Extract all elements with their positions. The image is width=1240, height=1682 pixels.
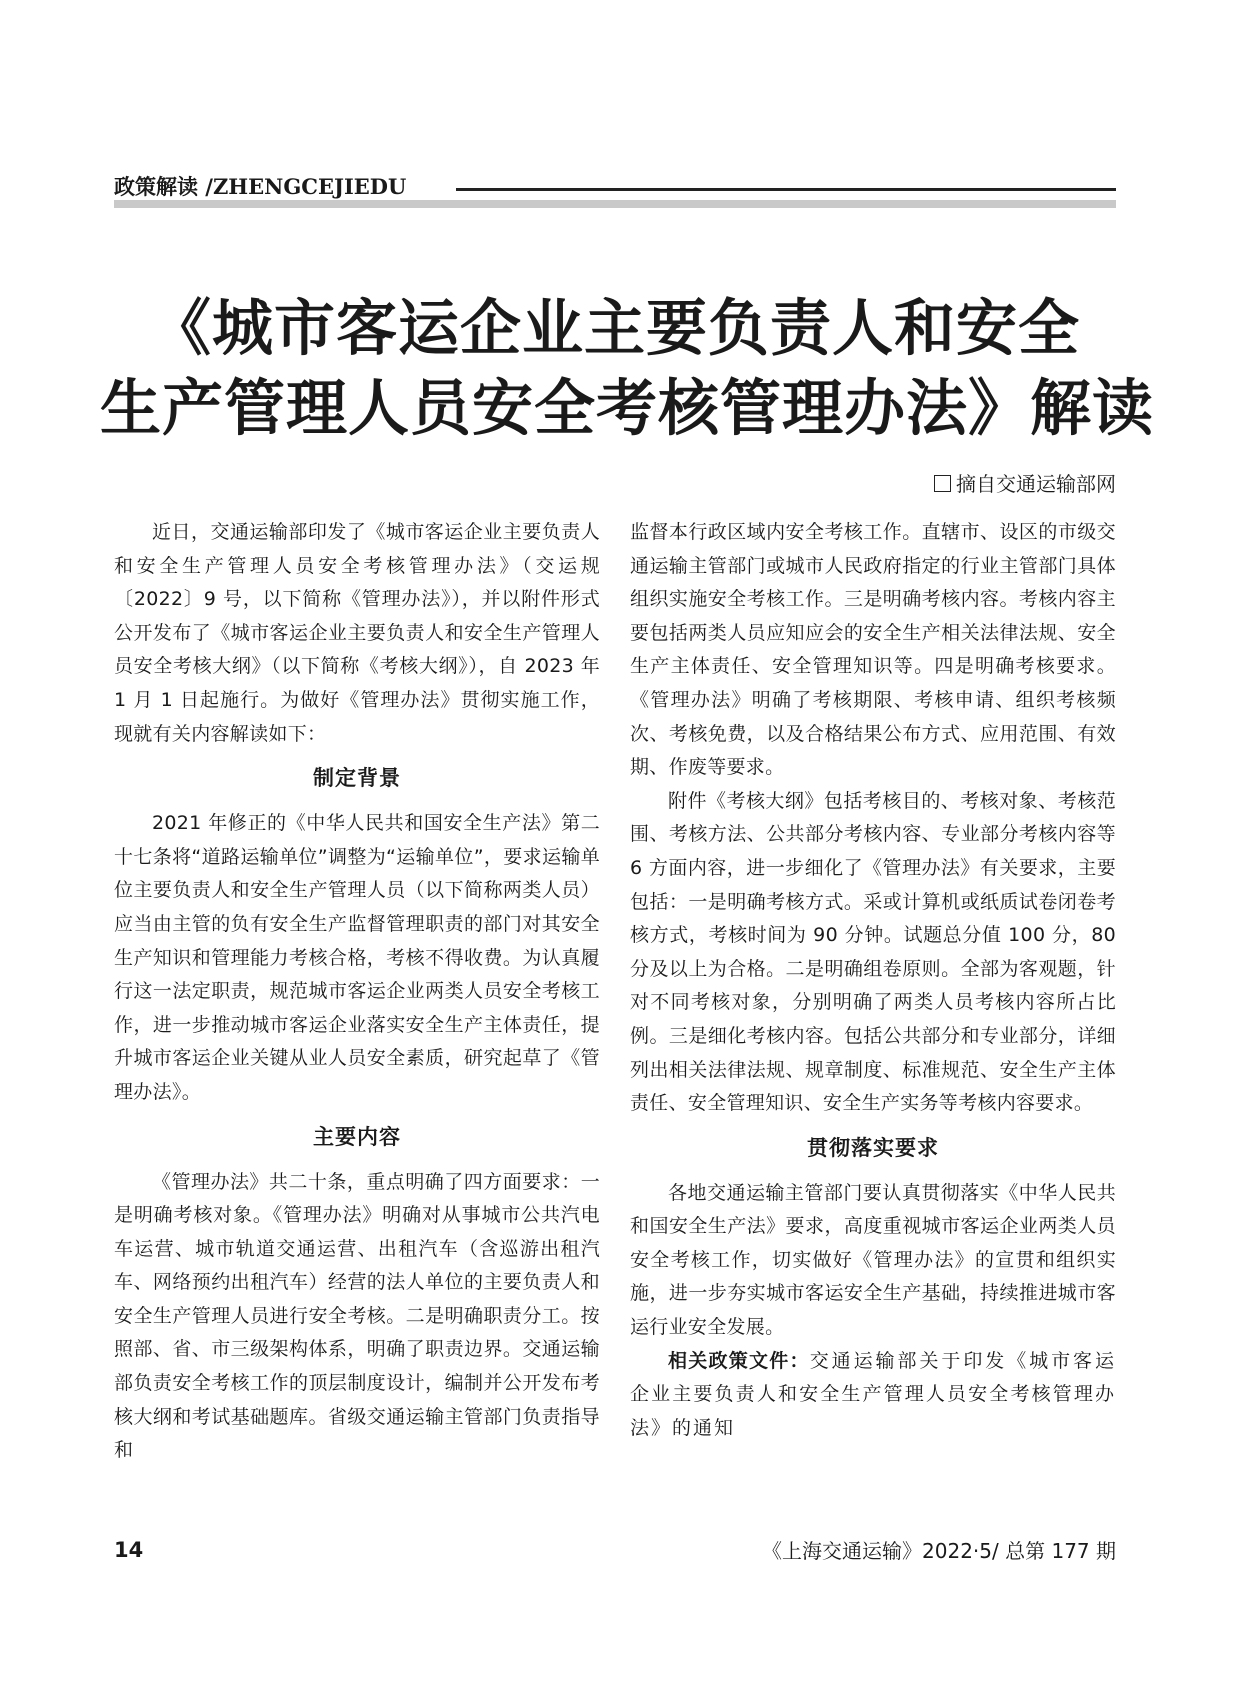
heading-main-content: 主要内容	[313, 1124, 401, 1149]
related-policy-text: 交通运输部关于印发《城市客运企业主要负责人和安全生产管理人员安全考核管理办法》的通知	[630, 1349, 1116, 1439]
main-content-paragraph: 《管理办法》共二十条，重点明确了四方面要求：一是明确考核对象。《管理办法》明确对从事城市公共汽电车运营、城市轨道交通运营、出租汽车（含巡游出租汽车、网络预约出租汽车）经营的法人单位的主要负责人和安全生产管理人员进行安全考核。二是明确职责分工。按照部、省、市三级架构体系，明确了职责边界。交通运输部负责安全考核工作的顶层制度设计，编制并公开发布考核大纲和考试基础题库。省级交通运输主管部门负责指导和	[114, 1170, 600, 1462]
intro-paragraph: 近日，交通运输部印发了《城市客运企业主要负责人和安全生产管理人员安全考核管理办法》（交运规〔2022〕9 号，以下简称《管理办法》），并以附件形式公开发布了《城市客运企业主要负责人和安全生产管理人员安全考核大纲》（以下简称《考核大纲》），自 2023 年 1 月 1 日起施行。为做好《管理办法》贯彻实施工作，现就有关内容解读如下：	[114, 521, 600, 745]
article-title-line-1: 《城市客运企业主要负责人和安全	[149, 293, 1080, 364]
related-policy-label: 相关政策文件：	[668, 1349, 810, 1372]
journal-footer: 《上海交通运输》2022·5/ 总第 177 期	[762, 1539, 1116, 1563]
main-content-continued: 监督本行政区域内安全考核工作。直辖市、设区的市级交通运输主管部门或城市人民政府指定的行业主管部门具体组织实施安全考核工作。三是明确考核内容。考核内容主要包括两类人员应知应会的安全生产相关法律法规、安全生产主体责任、安全管理知识等。四是明确考核要求。《管理办法》明确了考核期限、考核申请、组织考核频次、考核免费，以及合格结果公布方式、应用范围、有效期、作废等要求。	[630, 521, 1116, 779]
header-band	[114, 200, 1116, 208]
source-box-icon	[934, 475, 951, 492]
heading-background: 制定背景	[313, 766, 401, 791]
section-header	[114, 172, 1116, 202]
right-column	[630, 516, 1116, 1445]
source-text: 摘自交通运输部网	[956, 472, 1116, 496]
background-paragraph: 2021 年修正的《中华人民共和国安全生产法》第二十七条将“道路运输单位”调整为“运输单位”，要求运输单位主要负责人和安全生产管理人员（以下简称两类人员）应当由主管的负有安全生产监督管理职责的部门对其安全生产知识和管理能力考核合格，考核不得收费。为认真履行这一法定职责，规范城市客运企业两类人员安全考核工作，进一步推动城市客运企业落实安全生产主体责任，提升城市客运企业关键从业人员安全素质，研究起草了《管理办法》。	[114, 812, 600, 1103]
syllabus-paragraph: 附件《考核大纲》包括考核目的、考核对象、考核范围、考核方法、公共部分考核内容、专业部分考核内容等 6 方面内容，进一步细化了《管理办法》有关要求，主要包括：一是明确考核方式。采或计算机或纸质试卷闭卷考核方式，考核时间为 90 分钟。试题总分值 100 分，80 分及以上为合格。二是明确组卷原则。全部为客观题，针对不同考核对象，分别明确了两类人员考核内容所占比例。三是细化考核内容。包括公共部分和专业部分，详细列出相关法律法规、规章制度、标准规范、安全生产主体责任、安全管理知识、安全生产实务等考核内容要求。	[630, 789, 1116, 1115]
related-policy-note	[630, 1345, 1116, 1446]
page-number: 14	[114, 1538, 144, 1562]
article-source	[934, 470, 1116, 498]
left-column	[114, 516, 600, 1468]
header-rule	[456, 188, 1116, 191]
section-label: 政策解读 /ZHENGCEJIEDU	[114, 174, 407, 199]
article-title-line-2: 生产管理人员安全考核管理办法》解读	[100, 373, 1155, 444]
implementation-paragraph: 各地交通运输主管部门要认真贯彻落实《中华人民共和国安全生产法》要求，高度重视城市客运企业两类人员安全考核工作，切实做好《管理办法》的宣贯和组织实施，进一步夯实城市客运安全生产基础，持续推进城市客运行业安全发展。	[630, 1181, 1116, 1339]
heading-implementation: 贯彻落实要求	[807, 1135, 939, 1160]
